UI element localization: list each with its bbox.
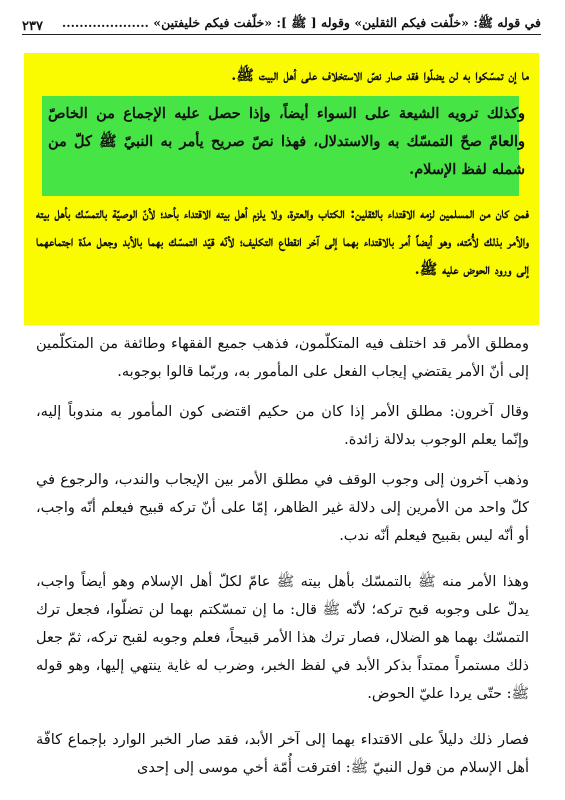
paragraph-1: ما إن تمسّكوا به لن يضلّوا فقد صار نصّ الاستخلاف على أهل البيت ﷺ. <box>231 67 529 84</box>
paragraph-5: وقال آخرون: مطلق الأمر إذا كان من حكيم اقتضى كون المأمور به مندوباً إليه، وإنّما يعلم الوجوب بدلالة زائدة. <box>36 404 529 448</box>
paragraph-6: وذهب آخرون إلى وجوب الوقف في مطلق الأمر بين الإيجاب والندب، والرجوع في كلّ واحد من الأمرين إلى دلالة غير الظاهر، إمّا على أنّ تركه قبيح فيعلم أنّه واجب، أو أنّه ليس بقبيح فيعلم أنّه ندب. <box>36 472 529 544</box>
running-title: في قوله ﷺ: «خلّفت فيكم الثقلين» وقوله [ ﷺ ]: «خلّفت فيكم خليفتين» .................... <box>61 15 541 30</box>
paragraph-2: وكذلك ترويه الشيعة على السواء أيضاً، وإذا حصل عليه الإجماع من الخاصّ والعامّ صحّ التمسّك به والاستدلال، فهذا نصّ صريح يأمر به النبيّ ﷺ كلّ من شمله لفظ الإسلام. <box>48 105 525 178</box>
paragraph-8: فصار ذلك دليلاً على الاقتداء بهما إلى آخر الأبد، فقد صار الخبر الوارد بإجماع كافّة أهل الإسلام من قول النبيّ ﷺ: افترقت أُمّة أخي موسى إلى إحدى <box>36 732 529 776</box>
paragraph-7: وهذا الأمر منه ﷺ بالتمسّك بأهل بيته ﷺ عامّ لكلّ أهل الإسلام وهو أيضاً واجب، يدلّ على وجوبه قبح تركه؛ لأنّه ﷺ قال: ما إن تمسّكتم بهما لن تضلّوا، فجعل ترك التمسّك بهما هو الضلال، فصار ترك هذا الأمر قبيحاً، فعلم وجوبه لقبح تركه، ثمّ جعل ذلك مستمراً ممتداً بذكر الأبد في لفظ الخبر، وضرب له غاية ينتهي إليها، وهو قوله ﷺ: حتّى يردا عليّ الحوض. <box>36 574 529 702</box>
paragraph-4: ومطلق الأمر قد اختلف فيه المتكلّمون، فذهب جميع الفقهاء وطائفة من المتكلّمين إلى أنّ الأمر يقتضي إيجاب الفعل على المأمور به، وربّما قالوا بوجوبه. <box>36 336 529 380</box>
page-number: ٢٣٧ <box>22 19 43 34</box>
paragraph-3: فمن كان من المسلمين لزمه الاقتداء بالثقلين: الكتاب والعترة، ولا يلزم أهل بيته الاقتداء بأحد؛ لأنّ الوصيّة بالتمسّك بأهل بيته والأمر بذلك لأُمّته، وهو أيضاً أمر بالاقتداء بهما إلى آخر انقطاع التكليف؛ لأنّه قيّد التمسّك بهما بالأبد وجعل مدّة اجتماعهما إلى ورود الحوض عليه ﷺ. <box>36 205 529 278</box>
page-header <box>22 4 541 35</box>
